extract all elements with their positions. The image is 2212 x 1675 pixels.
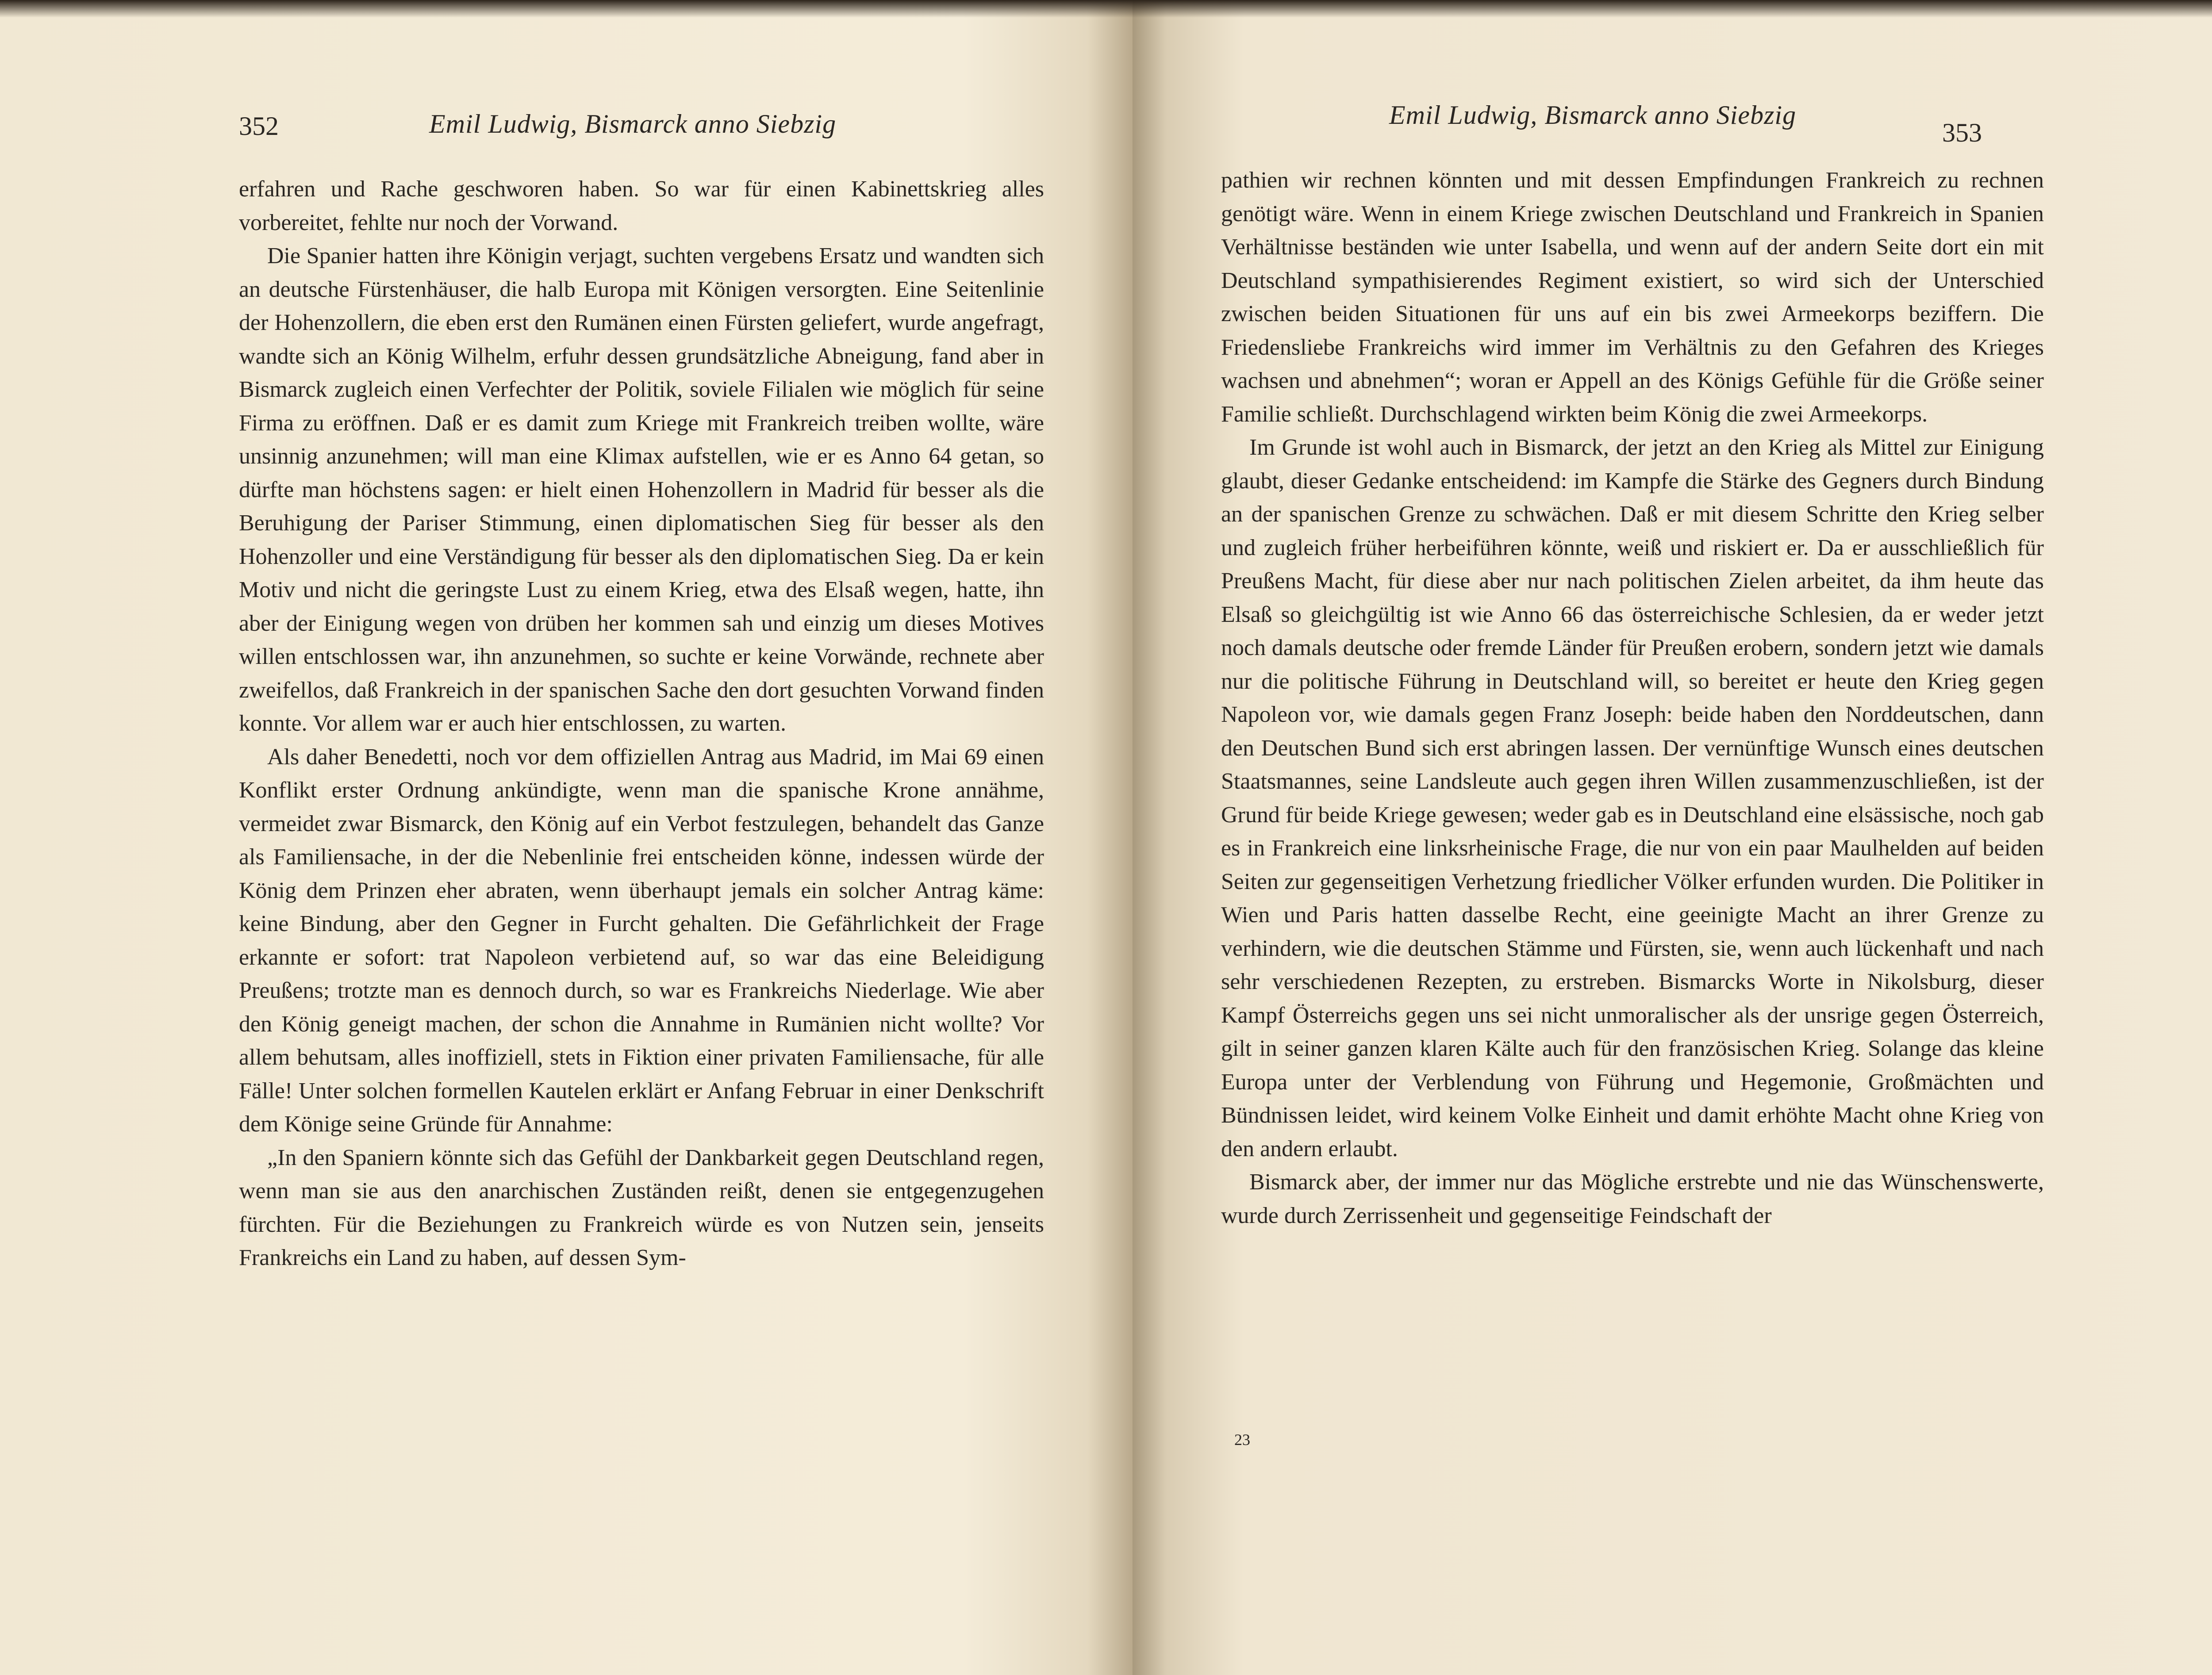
page-number-right: 353 <box>1942 118 1982 147</box>
paragraph: pathien wir rechnen könnten und mit dessen Empfindungen Frankreich zu rechnen genötigt wäre. Wenn in einem Kriege zwischen Deutschland und Frankreich in Spanien Verhältnisse beständen wie unter Isabella, und wenn auf der andern Seite dort ein mit Deutschland sympathisierendes Regiment existiert, so wird sich der Unterschied zwischen beiden Situationen für uns auf ein bis zwei Armeekorps beziffern. Die Friedensliebe Frankreichs wird immer im Verhältnis zu den Gefahren des Krieges wachsen und abnehmen“; woran er Appell an des Königs Gefühle für die Größe seiner Familie schließt. Durchschlagend wirkten beim König die zwei Armeekorps. <box>1221 168 2044 427</box>
paragraph: Die Spanier hatten ihre Königin verjagt, suchten vergebens Ersatz und wandten sich an deutsche Fürstenhäuser, die halb Europa mit Königen versorgten. Eine Seitenlinie der Hohenzollern, die eben erst den Rumänen einen Fürsten geliefert, wurde angefragt, wandte sich an König Wilhelm, erfuhr dessen grundsätzliche Abneigung, fand aber in Bismarck zugleich einen Verfechter der Politik, soviele Filialen wie möglich für seine Firma zu eröffnen. Daß er es damit zum Kriege mit Frankreich treiben wollte, wäre unsinnig anzunehmen; will man eine Klimax aufstellen, wie er es Anno 64 getan, so dürfte man höchstens sagen: er hielt einen Hohenzollern in Madrid für besser als die Beruhigung der Pariser Stimmung, einen diplomatischen Sieg für besser als den Hohenzoller und eine Verständigung für besser als den diplomatischen Sieg. Da er kein Motiv und nicht die geringste Lust zu einem Krieg, etwa des Elsaß wegen, hatte, ihn aber der Einigung wegen von drüben her kommen sah und einzig um dieses Motives willen entschlossen war, ihn anzunehmen, so suchte er keine Vorwände, rechnete aber zweifellos, daß Frankreich in der spanischen Sache den dort gesuchten Vorwand finden konnte. Vor allem war er auch hier entschlossen, zu warten. <box>239 243 1044 736</box>
right-page <box>1133 0 2212 1675</box>
running-title-right: Emil Ludwig, Bismarck anno Siebzig <box>1389 100 1797 130</box>
paragraph: erfahren und Rache geschworen haben. So war für einen Kabinettskrieg alles vorbereitet, fehlte nur noch der Vorwand. <box>239 176 1044 235</box>
top-shadow <box>0 0 2212 18</box>
right-page-body <box>1221 164 2044 1232</box>
paragraph: Bismarck aber, der immer nur das Mögliche erstrebte und nie das Wünschenswerte, wurde durch Zerrissenheit und gegenseitige Feindschaft der <box>1221 1169 2044 1228</box>
signature-mark: 23 <box>1234 1431 1250 1449</box>
paragraph: Im Grunde ist wohl auch in Bismarck, der jetzt an den Krieg als Mittel zur Einigung glaubt, dieser Gedanke entscheidend: im Kampfe die Stärke des Gegners durch Bindung an der spanischen Grenze zu schwächen. Daß er mit diesem Schritte den Krieg selber und zugleich früher herbeiführen könnte, weiß und riskiert er. Da er ausschließlich für Preußens Macht, für diese aber nur nach politischen Zielen arbeitet, da ihm heute das Elsaß so gleichgültig ist wie Anno 66 das österreichische Schlesien, da er weder jetzt noch damals deutsche oder fremde Länder für Preußen erobern, sondern jetzt wie damals nur die politische Führung in Deutschland will, so bereitet er heute den Krieg gegen Napoleon vor, wie damals gegen Franz Joseph: beide haben den Norddeutschen, dann den Deutschen Bund sich erst abringen lassen. Der vernünftige Wunsch eines deutschen Staatsmannes, seine Landsleute auch gegen ihren Willen zusammenzuschließen, ist der Grund für beide Kriege gewesen; weder gab es in Deutschland eine elsässische, noch gab es in Frankreich eine linksrheinische Frage, die nur von ein paar Maulhelden auf beiden Seiten zur gegenseitigen Verhetzung friedlicher Völker erfunden wurden. Die Politiker in Wien und Paris hatten dasselbe Recht, eine geeinigte Macht an ihrer Grenze zu verhindern, wie die deutschen Stämme und Fürsten, sie, wenn auch lückenhaft und nach sehr verschiedenen Rezepten, zu erstreben. Bismarcks Worte in Nikolsburg, dieser Kampf Österreichs gegen uns sei nicht unmoralischer als der unsrige gegen Österreich, gilt in seiner ganzen klaren Kälte auch für den französischen Krieg. Solange das kleine Europa unter der Verblendung von Führung und Hegemonie, Großmächten und Bündnissen leidet, wird keinem Volke Einheit und damit erhöhte Macht ohne Krieg von den andern erlaubt. <box>1221 435 2044 1161</box>
left-page-body <box>239 172 1044 1275</box>
running-title-left: Emil Ludwig, Bismarck anno Siebzig <box>429 109 837 138</box>
paragraph: Als daher Benedetti, noch vor dem offiziellen Antrag aus Madrid, im Mai 69 einen Konflikt erster Ordnung ankündigte, wenn man die spanische Krone annähme, vermeidet zwar Bismarck, den König auf ein Verbot festzulegen, behandelt das Ganze als Familiensache, in der die Nebenlinie frei entscheiden könne, indessen würde der König dem Prinzen eher abraten, wenn überhaupt jemals ein solcher Antrag käme: keine Bindung, aber den Gegner in Furcht gehalten. Die Gefährlichkeit der Frage erkannte er sofort: trat Napoleon verbietend auf, so war das eine Beleidigung Preußens; trotzte man es dennoch durch, so war es Frankreichs Niederlage. Wie aber den König geneigt machen, der schon die Annahme in Rumänien nicht wollte? Vor allem behutsam, alles inoffiziell, stets in Fiktion einer privaten Familiensache, für alle Fälle! Unter solchen formellen Kautelen erklärt er Anfang Februar in einer Denkschrift dem Könige seine Gründe für Annahme: <box>239 744 1044 1137</box>
paragraph: „In den Spaniern könnte sich das Gefühl der Dankbarkeit gegen Deutschland regen, wenn man sie aus den anarchischen Zuständen reißt, denen sie entgegenzugehen fürchten. Für die Beziehungen zu Frankreich würde es von Nutzen sein, jenseits Frankreichs ein Land zu haben, auf dessen Sym- <box>239 1145 1044 1270</box>
page-number-left: 352 <box>239 111 279 141</box>
